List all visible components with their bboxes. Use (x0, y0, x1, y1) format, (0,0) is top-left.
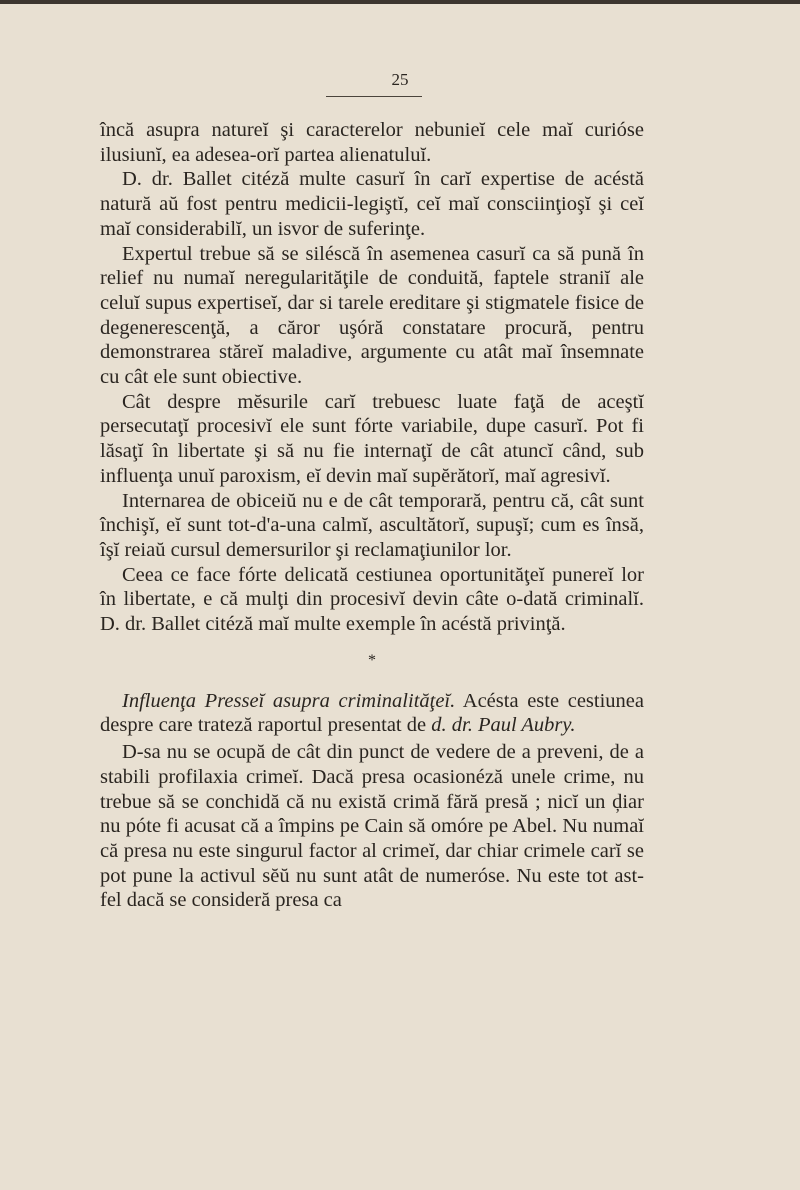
paragraph-measures: Cât despre mĕsurile carĭ trebuesc luate faţă de aceştĭ persecutaţĭ procesivĭ ele sunt fórte variabile, dupe casurĭ. Pot fi lăsaţĭ în libertate şi să nu fie internaţĭ de cât atuncĭ când, sub influenţa unuĭ paroxism, eĭ devin maĭ supĕrătorĭ, maĭ agresivĭ. (100, 390, 644, 487)
section-intro (100, 689, 644, 738)
report-author: d. dr. Paul Aubry. (431, 714, 576, 737)
section-lead-text: Acésta este cestiunea despre care trateză raportul presentat de (100, 689, 644, 737)
body-text (100, 118, 644, 913)
page-number: 25 (391, 70, 409, 89)
paragraph-continuation: încă asupra natureĭ şi caracterelor nebunieĭ cele maĭ curióse ilusiunĭ, ea adesea-orĭ partea alienatuluĭ. (100, 119, 644, 166)
section-separator: * (368, 651, 376, 669)
paragraph-press: D-sa nu se ocupă de cât din punct de vedere de a preveni, de a stabili profilaxia crimeĭ. Dacă presa ocasionéză unele crime, nu trebue să se conchidă că nu există crimă fără presă ; nicĭ un ḑiar nu póte fi acusat că a împins pe Cain să omóre pe Abel. Nu numaĭ că presa nu este singurul factor al crimeĭ, dar chiar crimele carĭ se pot pune la activul sĕŭ nu sunt atât de numeróse. Nu este tot ast-fel dacă se consideră presa ca (100, 741, 644, 912)
paragraph-expert-duties: Expertul trebue să se siléscă în asemenea casurĭ ca să pună în relief nu numaĭ neregularităţile de conduită, faptele straniĭ ale celuĭ supus expertiseĭ, dar si tarele ereditare şi stigmatele fisice de degenerescenţă, a căror uşóră constatare procură, pentru demonstrarea stăreĭ maladive, argumente cu atât maĭ însemnate cu cât ele sunt obiective. (100, 242, 644, 389)
section-title: Influenţa Presseĭ asupra criminalităţeĭ. (122, 689, 456, 712)
paragraph-liberty: Ceea ce face fórte delicată cestiunea oportunităţeĭ punereĭ lor în libertate, e că mulţi din procesivĭ devin câte o-dată criminalĭ. D. dr. Ballet citéză maĭ multe exemple în acéstă privinţă. (100, 563, 644, 636)
paragraph-ballet-cases: D. dr. Ballet citéză multe casurĭ în carĭ expertise de acéstă natură aŭ fost pentru medicii-legiştĭ, ceĭ maĭ consciinţioşĭ şi ceĭ maĭ considerabilĭ, un isvor de suferinţe. (100, 168, 644, 240)
page-top-edge (0, 0, 800, 4)
paragraph-internment: Internarea de obiceiŭ nu e de cât temporară, pentru că, cât sunt închişĭ, eĭ sunt tot-d'a-una calmĭ, ascultătorĭ, supuşĭ; cum es însă, îşĭ reiaŭ cursul demersurilor şi reclamaţiunilor lor. (100, 489, 644, 561)
header-rule (326, 96, 422, 97)
